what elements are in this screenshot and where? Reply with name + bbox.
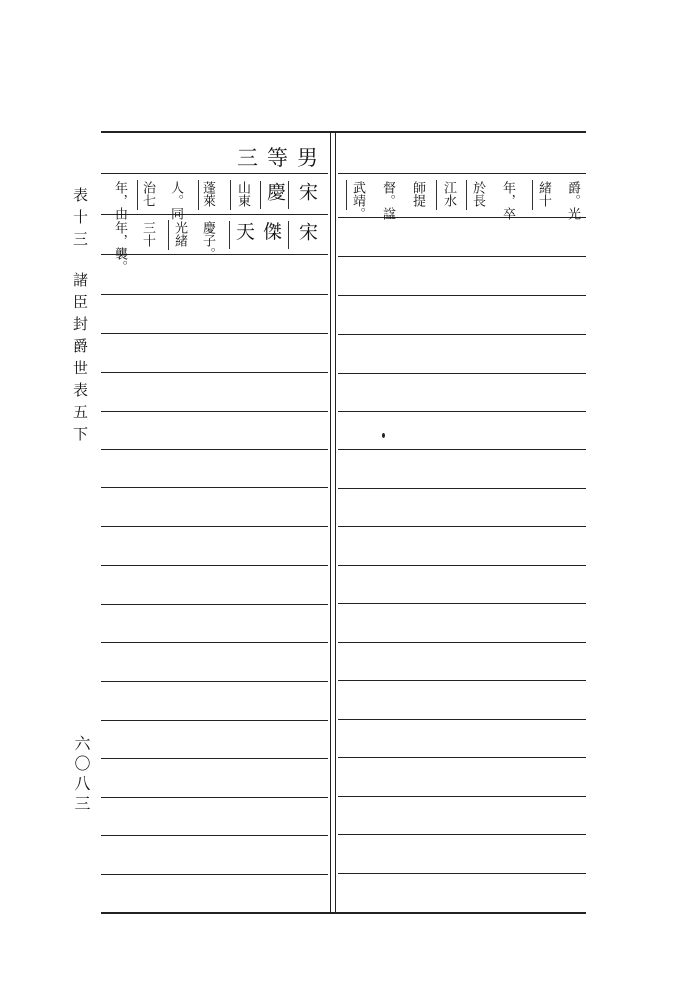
row-rule	[338, 873, 586, 874]
col-mark	[346, 180, 347, 210]
name-mark	[288, 181, 289, 209]
entry-1-col-5: 年，由	[112, 181, 127, 220]
row-rule	[101, 874, 328, 875]
row-rule	[101, 565, 328, 566]
row-rule	[338, 603, 586, 604]
side-label-section: 諸臣封爵世表五下	[71, 272, 89, 448]
page-title: 三等男	[237, 146, 327, 170]
col-mark	[198, 180, 199, 210]
col-mark	[466, 180, 467, 210]
row-rule	[101, 487, 328, 488]
row-rule	[338, 488, 586, 489]
entry-2-given-name: 天傑	[236, 221, 291, 243]
entry-1-surname: 宋	[296, 182, 318, 201]
entry-1-col-4: 治七	[140, 181, 155, 207]
page-number: 六〇八三	[72, 735, 91, 815]
row-rule	[101, 758, 328, 759]
entry-1-col-1: 山東	[235, 181, 250, 207]
entry-2-col-2: 光緒	[172, 221, 187, 247]
row-rule	[101, 642, 328, 643]
row-rule	[338, 757, 586, 758]
row-rule	[338, 680, 586, 681]
row-rule	[101, 604, 328, 605]
center-divider-right	[335, 133, 336, 912]
row-rule	[101, 835, 328, 836]
row-rule	[338, 449, 586, 450]
row-rule	[338, 719, 586, 720]
row-rule	[338, 256, 586, 257]
right-col-8: 武靖。	[350, 181, 365, 220]
entry-2-col-4: 年，襲。	[112, 221, 127, 273]
right-col-4: 於長	[470, 181, 485, 207]
row-rule	[338, 565, 586, 566]
col-mark	[436, 180, 437, 210]
row-rule	[338, 173, 586, 174]
row-rule	[101, 526, 328, 527]
row-rule	[101, 333, 328, 334]
right-col-5: 江水	[441, 181, 456, 207]
row-rule	[101, 294, 328, 295]
entry-2-col-3: 三十	[140, 221, 155, 247]
col-mark	[137, 180, 138, 210]
entry-1-col-2: 蓬萊	[200, 181, 215, 207]
center-divider-left	[330, 133, 331, 912]
name-mark	[260, 181, 261, 209]
col-mark	[230, 180, 231, 210]
col-mark	[532, 180, 533, 210]
entry-1-given-name: 慶	[264, 182, 286, 201]
row-rule	[101, 720, 328, 721]
right-col-6: 師提	[410, 181, 425, 207]
row-rule	[101, 681, 328, 682]
top-rule	[101, 131, 586, 133]
entry-2-col-1: 慶子。	[200, 221, 215, 260]
row-rule	[101, 411, 328, 412]
entry-2-surname: 宋	[296, 222, 318, 241]
row-rule	[101, 449, 328, 450]
row-rule	[338, 411, 586, 412]
ink-speck	[382, 433, 385, 438]
row-rule	[101, 214, 328, 215]
row-rule	[338, 373, 586, 374]
row-rule	[338, 295, 586, 296]
row-rule	[101, 173, 328, 174]
row-rule	[338, 526, 586, 527]
side-label-top: 表十三	[71, 187, 89, 253]
row-rule	[338, 796, 586, 797]
right-col-2: 緒十	[536, 181, 551, 207]
row-rule	[338, 334, 586, 335]
col-mark	[168, 220, 169, 250]
right-col-7: 督。諡	[380, 181, 395, 220]
name-mark	[288, 221, 289, 249]
row-rule	[338, 642, 586, 643]
right-col-1: 爵。光	[565, 181, 580, 220]
row-rule	[101, 797, 328, 798]
entry-1-col-3: 人。同	[168, 181, 183, 220]
name-mark	[229, 221, 230, 249]
bottom-rule	[101, 912, 586, 914]
row-rule	[338, 217, 586, 218]
row-rule	[338, 834, 586, 835]
right-col-3: 年，卒	[500, 181, 515, 220]
row-rule	[101, 372, 328, 373]
